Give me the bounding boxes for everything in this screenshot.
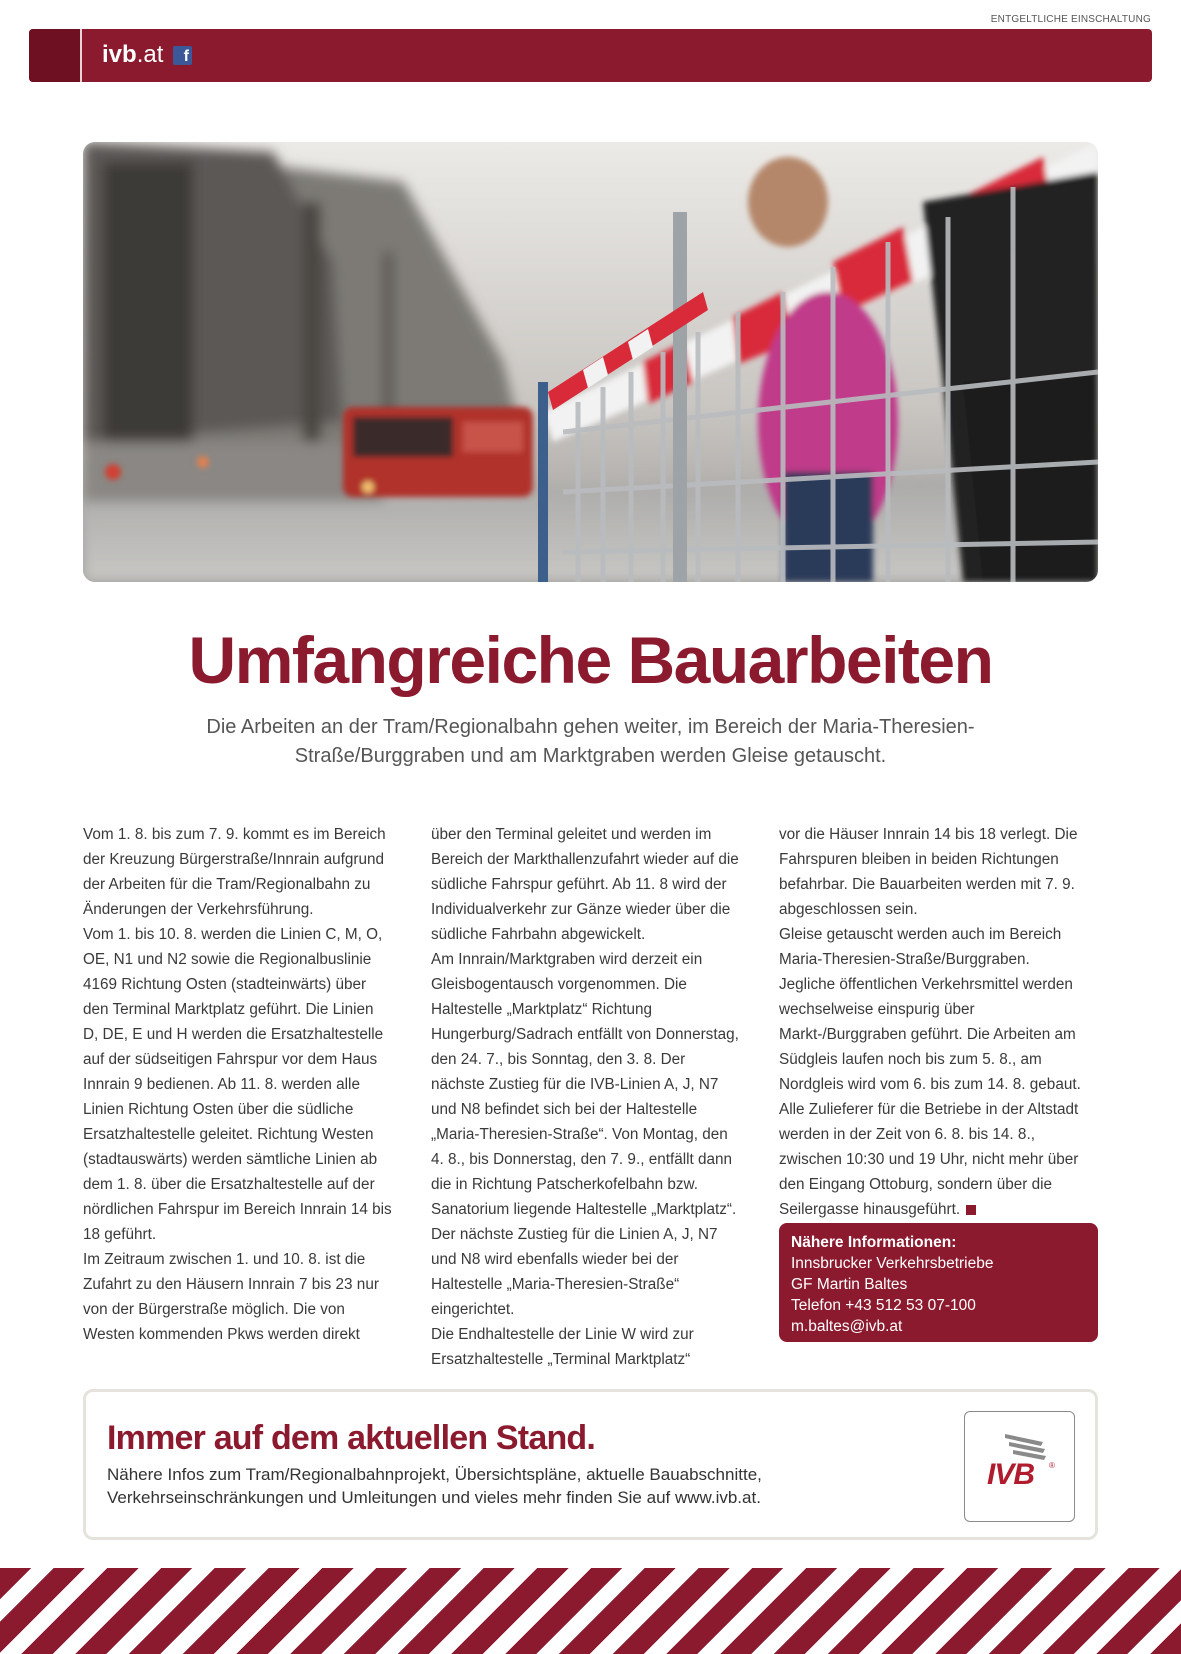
striped-footer-band — [0, 1568, 1181, 1654]
logo-text: IVB — [987, 1458, 1035, 1491]
stand-box — [83, 1389, 1098, 1540]
site-tld: .at — [136, 41, 164, 68]
paragraph: Vom 1. 8. bis zum 7. 9. kommt es im Bereich der Kreuzung Bürgerstraße/Innrain aufgrund der Arbeiten für die Tram/Regionalbahn zu Änderungen der Verkehrsführung. — [83, 826, 386, 918]
info-email[interactable]: m.baltes@ivb.at — [791, 1318, 903, 1335]
site-name: ivb — [102, 41, 137, 68]
subheadline: Die Arbeiten an der Tram/Regionalbahn gehen weiter, im Bereich der Maria-Theresien-Straße/Burggraben und am Marktgraben werden Gleise getauscht. — [206, 716, 975, 767]
info-title: Nähere Informationen: — [791, 1234, 957, 1251]
info-org: Innsbrucker Verkehrsbetriebe — [791, 1255, 994, 1272]
ivb-logo — [964, 1411, 1075, 1522]
article-column-2 — [431, 822, 741, 1372]
header-bar — [29, 29, 1152, 82]
construction-photo — [83, 142, 1098, 582]
header-divider — [80, 29, 82, 82]
paragraph: Im Zeitraum zwischen 1. und 10. 8. ist die Zufahrt zu den Häusern Innrain 7 bis 23 nur von der Bürgerstraße möglich. Die von Westen kommenden Pkws werden direkt — [83, 1251, 379, 1343]
info-phone[interactable]: Telefon +43 512 53 07-100 — [791, 1297, 976, 1314]
paragraph: Am Innrain/Marktgraben wird derzeit ein Gleisbogentausch vorgenommen. Die Haltestelle „Marktplatz“ Richtung Hungerburg/Sadrach entfällt von Donnerstag, den 24. 7., bis Sonntag, den 3. 8. Der nächste Zustieg für die IVB-Linien A, J, N7 und N8 befindet sich bei der Haltestelle „Maria-Theresien-Straße“. Von Montag, den 4. 8., bis Donnerstag, den 7. 9., entfällt dann die in Richtung Patscherkofelbahn bzw. Sanatorium liegende Haltestelle „Marktplatz“. Der nächste Zustieg für die Linien A, J, N7 und N8 wird ebenfalls wieder bei der Haltestelle „Maria-Theresien-Straße“ eingerichtet. — [431, 951, 739, 1318]
facebook-icon[interactable]: f — [173, 46, 192, 65]
header-tab — [29, 29, 80, 82]
paragraph: Vom 1. bis 10. 8. werden die Linien C, M, O, OE, N1 und N2 sowie die Regionalbuslinie 4169 Richtung Osten (stadteinwärts) über den Terminal Marktplatz geführt. Die Linien D, DE, E und H werden die Ersatzhaltestelle auf der südseitigen Fahrspur vor dem Haus Innrain 9 bedienen. Ab 11. 8. werden alle Linien Richtung Osten über die südliche Ersatzhaltestelle geleitet. Richtung Westen (stadtauswärts) werden sämtliche Linien ab dem 1. 8. über die Ersatzhaltestelle auf der nördlichen Fahrspur im Bereich Innrain 14 bis 18 geführt. — [83, 926, 392, 1243]
ivb-logo-graphic — [965, 1412, 1073, 1520]
info-contact: GF Martin Baltes — [791, 1276, 908, 1293]
paragraph: vor die Häuser Innrain 14 bis 18 verlegt. Die Fahrspuren bleiben in beiden Richtungen befahrbar. Die Bauarbeiten werden mit 7. 9. abgeschlossen sein. — [779, 826, 1078, 918]
info-box — [779, 1223, 1098, 1342]
end-square-icon — [966, 1205, 976, 1215]
site-link[interactable] — [102, 41, 163, 69]
logo-registered-mark: ® — [1049, 1461, 1055, 1470]
article-column-3 — [779, 822, 1089, 1222]
paragraph-last — [779, 922, 1089, 1222]
sponsored-label: ENTGELTLICHE EINSCHALTUNG — [990, 14, 1151, 25]
article-column-1 — [83, 822, 393, 1347]
stand-title: Immer auf dem aktuellen Stand. — [107, 1419, 596, 1457]
paragraph: über den Terminal geleitet und werden im Bereich der Markthallenzufahrt wieder auf die südliche Fahrspur geführt. Ab 11. 8 wird der Individualverkehr zur Gänze wieder über die südliche Fahrbahn abgewickelt. — [431, 826, 739, 943]
paragraph-text: Gleise getauscht werden auch im Bereich Maria-Theresien-Straße/Burggraben. Jegliche öffentlichen Verkehrsmittel werden wechselweise einspurig über Markt-/Burggraben geführt. Die Arbeiten am Südgleis laufen noch bis zum 5. 8., am Nordgleis wird vom 6. bis zum 14. 8. gebaut. Alle Zulieferer für die Betriebe in der Altstadt werden in der Zeit von 6. 8. bis 14. 8., zwischen 10:30 und 19 Uhr, nicht mehr über den Eingang Ottoburg, sondern über die Seilergasse hinausgeführt. — [779, 926, 1081, 1218]
headline: Umfangreiche Bauarbeiten — [188, 623, 993, 697]
stand-text: Nähere Infos zum Tram/Regionalbahnprojekt, Übersichtspläne, aktuelle Bauabschnitte, Verkehrseinschränkungen und Umleitungen und vieles mehr finden Sie auf www.ivb.at. — [107, 1465, 762, 1507]
hero-image — [83, 142, 1098, 582]
paragraph: Die Endhaltestelle der Linie W wird zur Ersatzhaltestelle „Terminal Marktplatz“ — [431, 1326, 694, 1368]
